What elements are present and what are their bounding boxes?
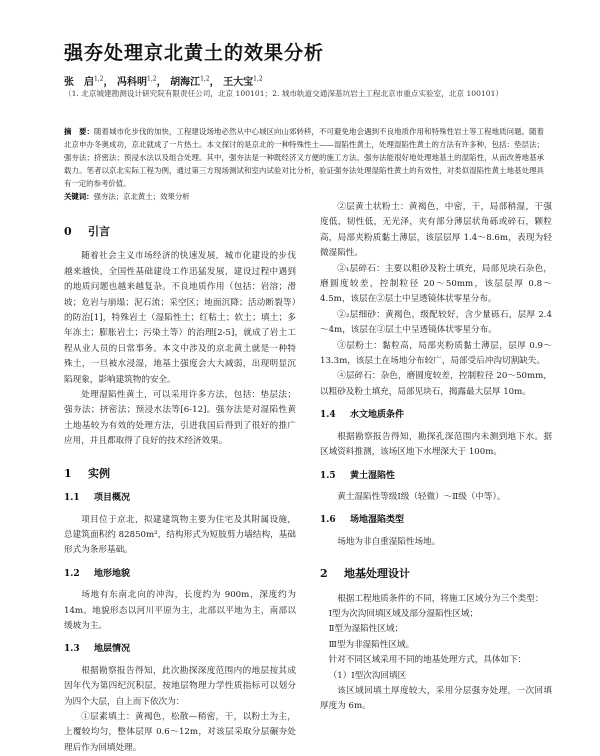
section-title: 地基处理设计 bbox=[344, 567, 410, 581]
keywords-label: 关键词： bbox=[64, 192, 94, 201]
paragraph: 根据工程地质条件的不同，将施工区域分为三个类型： bbox=[337, 593, 544, 604]
author: 王大宝 bbox=[223, 77, 254, 88]
list-item: Ⅱ型为湿陷性区域； bbox=[328, 624, 404, 635]
subsection-number: 1.5 bbox=[320, 470, 336, 481]
subsection-title: 水文地质条件 bbox=[350, 410, 405, 421]
section-heading bbox=[320, 566, 552, 581]
list-item: Ⅲ型为非湿陷性区域。 bbox=[328, 639, 415, 650]
subsection-title: 场地湿陷类型 bbox=[350, 515, 405, 526]
subsection-heading bbox=[64, 491, 296, 506]
paragraph: 根据勘察报告得知，勘探孔深范围内未测到地下水。据区域资料推测，该场区地下水埋深大于 100m。 bbox=[320, 431, 552, 458]
subsection-title: 地层情况 bbox=[94, 644, 131, 655]
paragraph: （1）Ⅰ型次沟回填区 bbox=[328, 670, 407, 681]
paragraph: 该区域回填土厚度较大，采用分层强夯处理，一次回填厚度为 6m。 bbox=[320, 685, 552, 712]
abstract-label: 摘 要： bbox=[64, 127, 95, 136]
paragraph: ②层黄土状粉土：黄褐色，中密，干，局部稍湿，干强度低，韧性低，无光泽，夹有部分薄层状角砾或碎石，颗粒高，局部夹粉质黏土薄层，该层层厚 1.4～8.6m，表现为轻微湿陷性。 bbox=[320, 202, 552, 259]
subsection-heading bbox=[64, 567, 296, 582]
author-affil-mark: 1,2 bbox=[253, 75, 263, 83]
subsection-title: 地形地貌 bbox=[94, 568, 131, 579]
subsection-heading bbox=[64, 642, 296, 657]
section-number: 2 bbox=[320, 567, 328, 581]
paragraph: 针对不同区域采用不同的地基处理方式，具体如下： bbox=[328, 655, 527, 666]
paragraph: 根据勘察报告得知，此次勘探深度范围内的地层按其成因年代为第四纪沉积层，按地层物理力学性质指标可以划分为四个大层，自上而下依次为： bbox=[64, 665, 296, 707]
subsection-number: 1.4 bbox=[320, 410, 336, 421]
affiliation: （1. 北京城建勘测设计研究院有限责任公司，北京 100101；2. 城市轨道交通深基坑岩土工程北京市重点实验室，北京 100101） bbox=[64, 89, 504, 98]
abstract-text: 随着城市化步伐的加快，工程建设场地必然从中心城区向山郊转移，不可避免地会遇到不良地质作用和特殊性岩土等工程地质问题。随着北京申办冬奥成功，京北就成了一片热土。本文探讨的是京北的一种特殊性土——湿陷性黄土，处理湿陷性黄土的方法有许多种，包括：垫层法；强夯法；挤密法；预浸水法以及组合处理。其中，强夯法是一种既经济又方便的施工方法。强夯法能很好地处理地基土的湿陷性，从而改善地基承载力。笔者以京北实际工程为例，通过第三方现场测试和室内试验对比分析，验证强夯法处理湿陷性黄土的有效性，对类似湿陷性黄土地基处理具有一定的参考价值。 bbox=[64, 127, 544, 188]
subsection-number: 1.6 bbox=[320, 515, 336, 526]
paragraph: ②₂层细砂：黄褐色，级配较好，含少量砾石，层厚 2.4～4m，该层在②层土中呈透镜体状零星分布。 bbox=[320, 309, 552, 336]
paragraph: 项目位于京北，拟建建筑物主要为住宅及其附属设施，总建筑面积约 82850m²，结构形式为短肢剪力墙结构，基础形式为条形基础。 bbox=[64, 514, 296, 556]
section-heading bbox=[64, 224, 296, 239]
section-number: 0 bbox=[64, 225, 72, 238]
left-column bbox=[64, 212, 296, 756]
paragraph: ①层素填土：黄褐色，松散—稍密，干，以粉土为主，上覆较均匀，整体层厚 0.6～12m，对该层采取分层碾夯处理后作为回填处理。 bbox=[64, 711, 296, 753]
paragraph: 场地有东南北向的冲沟，长度约为 900m，深度约为 14m。地貌形态以河川平原为主，北部以平地为主，南部以缓坡为主。 bbox=[64, 590, 296, 631]
paragraph: 黄土湿陷性等级Ⅰ级（轻微）～Ⅱ级（中等）。 bbox=[337, 491, 506, 502]
section-title: 实例 bbox=[88, 466, 110, 480]
author-affil-mark: 1,2 bbox=[94, 75, 104, 83]
subsection-heading bbox=[320, 469, 552, 484]
section-number: 1 bbox=[64, 466, 72, 480]
paragraph: ②₁层碎石：主要以粗砂及粉土填充，局部见块石杂色，磨圆度较差，控制粒径 20～50mm，该层层厚 0.8～4.5m，该层在②层土中呈透镜体状零星分布。 bbox=[320, 263, 552, 305]
author: 张 启 bbox=[64, 77, 94, 88]
abstract bbox=[64, 125, 544, 203]
subsection-number: 1.1 bbox=[64, 493, 80, 504]
paragraph: ③层粉土：黏粒高，局部夹粉质黏土薄层，层厚 0.9～13.3m，该层土在场地分布较广，局部受后冲沟切割缺失。 bbox=[320, 340, 552, 367]
keywords: 强夯法；京北黄土；效果分析 bbox=[93, 192, 190, 201]
paragraph: 处理湿陷性黄土，可以采用许多方法，包括：垫层法；强夯法；挤密法；预浸水法等[6-12]。强夯法是对湿陷性黄土地基较为有效的处理方法，引进我国后得到了很好的推广应用，并且都取得了良好的技术经济效果。 bbox=[64, 390, 296, 447]
author-list: 张 启$^{1,2}$， 冯科明$^{1,2}$， 胡海江$^{1,2}$， 王大宝$^{1,2}$ bbox=[64, 75, 263, 88]
author: 冯科明 bbox=[117, 77, 148, 88]
list-item: Ⅰ型为次沟回填区域及部分湿陷性区域； bbox=[328, 608, 479, 619]
subsection-title: 黄土湿陷性 bbox=[350, 470, 396, 481]
subsection-number: 1.3 bbox=[64, 644, 80, 655]
author-affil-mark: 1,2 bbox=[200, 75, 210, 83]
author: 胡海江 bbox=[170, 77, 201, 88]
paragraph: ④层碎石：杂色，磨圆度较差，控制粒径 20～50mm，以粗砂及粉土填充，局部见块石，揭露最大层厚 10m。 bbox=[320, 371, 552, 397]
paragraph: 随着社会主义市场经济的快速发展，城市化建设的步伐越来越快，全国性基础建设工作迅猛发展，建设过程中遇到的地质问题也越来越复杂。不良地质作用（包括：岩溶；滑坡；危岩与崩塌；泥石流；采空区；地面沉降；活动断裂等）的防治[1]，特殊岩土（湿陷性土；红粘土；软土；填土；多年冻土；膨胀岩土；污染土等）的治理[2-5]，就成了岩土工程从业人员的日常事务。本文中涉及的京北黄土就是一种特殊土，一旦被水浸湿，地基土强度会大大减弱，出现明显沉陷现象，影响建筑物的安全。 bbox=[64, 251, 296, 385]
subsection-number: 1.2 bbox=[64, 568, 80, 579]
subsection-title: 项目概况 bbox=[94, 493, 131, 504]
section-title: 引言 bbox=[88, 225, 110, 238]
paragraph: 场地为非自重湿陷性场地。 bbox=[337, 536, 441, 547]
author-affil-mark: 1,2 bbox=[147, 75, 157, 83]
right-column bbox=[320, 200, 552, 715]
subsection-heading bbox=[320, 513, 552, 528]
subsection-heading bbox=[320, 408, 552, 423]
section-heading bbox=[64, 466, 296, 481]
paper-title: 强夯处理京北黄土的效果分析 bbox=[64, 42, 325, 64]
